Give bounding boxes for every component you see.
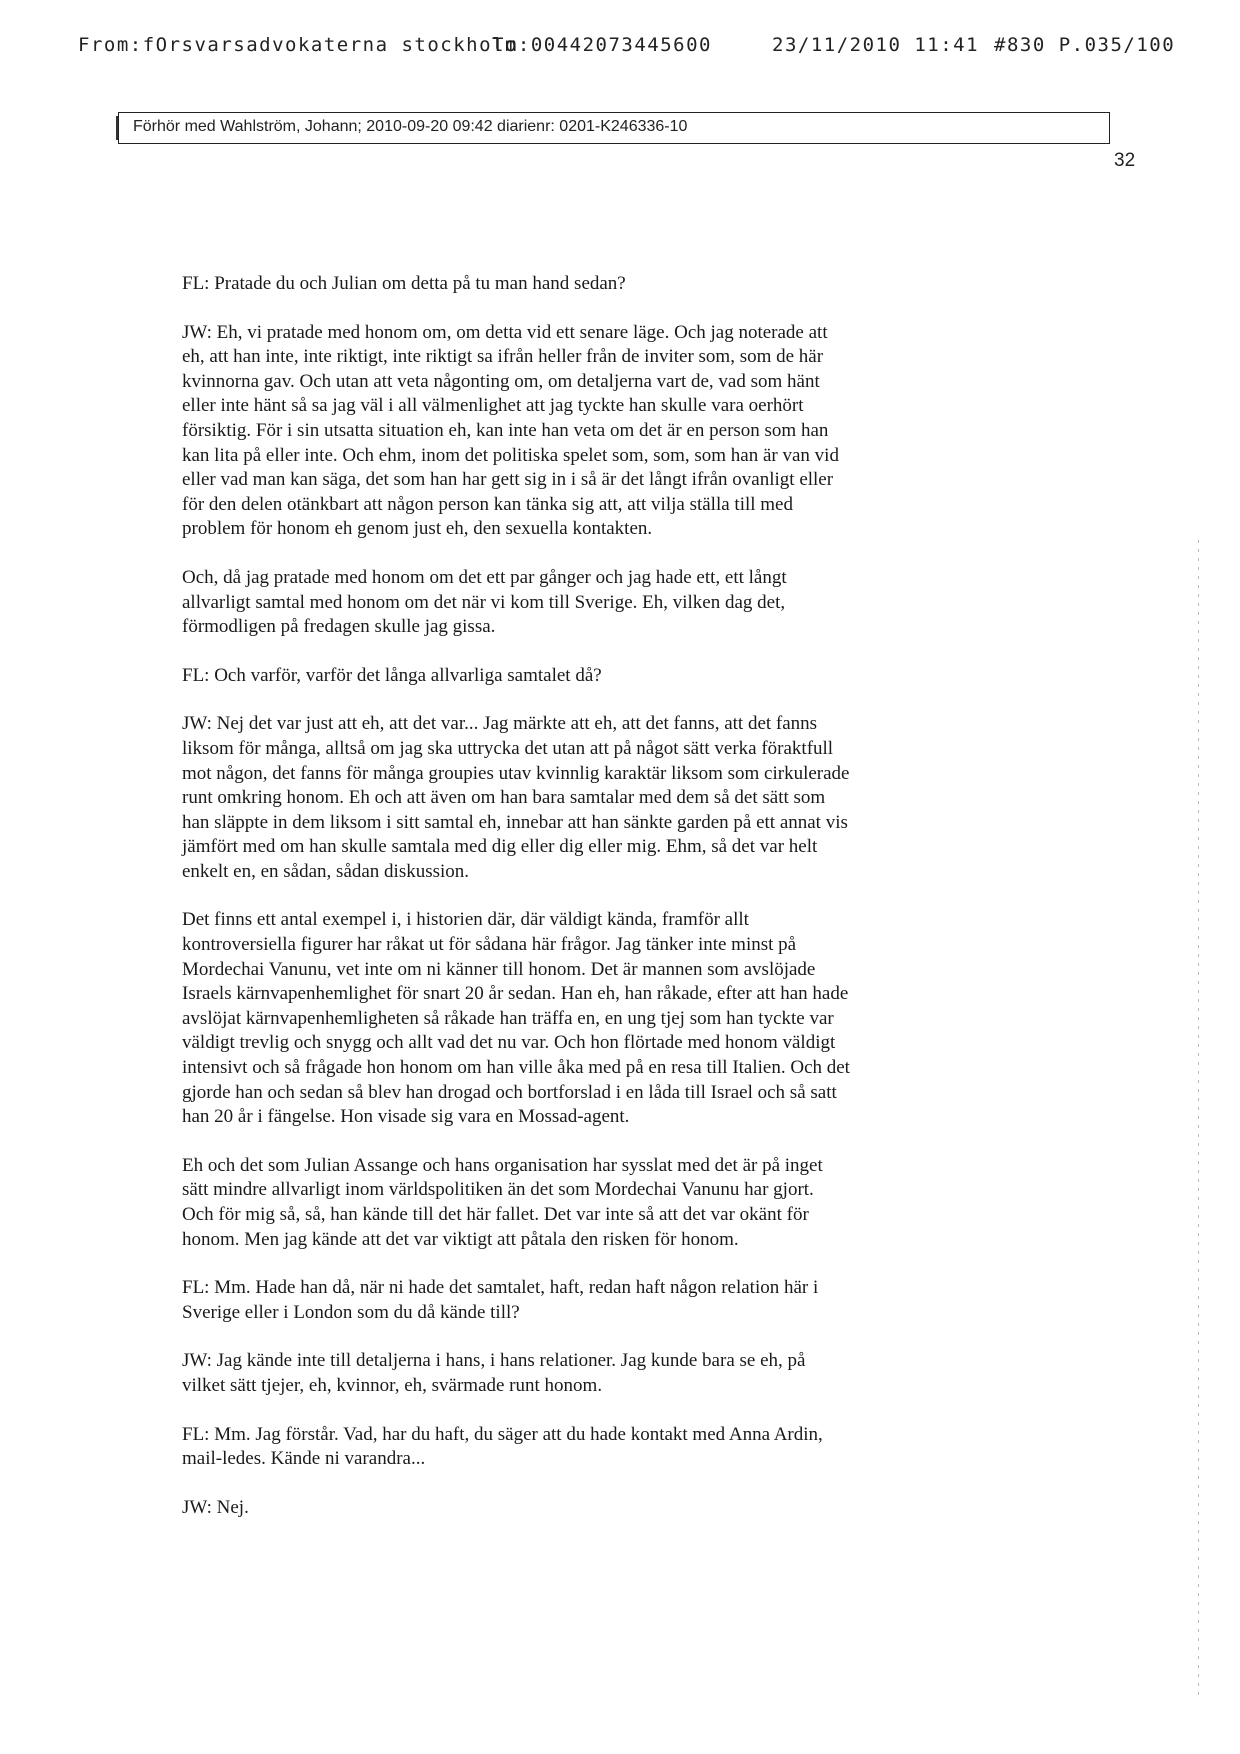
transcript-line: för den delen otänkbart att någon person kan tänka sig att, att vilja ställa till med [182,493,793,515]
document-header-box [118,112,1110,144]
transcript-line: väldigt trevlig och snygg och allt vad det nu var. Och hon flörtade med honom väldigt [182,1032,836,1054]
transcript-line: runt omkring honom. Eh och att även om han bara samtalar med dem så det sätt som [182,787,826,809]
transcript-line: Mordechai Vanunu, vet inte om ni känner till honom. Det är mannen som avslöjade [182,958,816,980]
transcript-line: han släppte in dem liksom i sitt samtal eh, innebar att han sänkte garden på ett annat vis [182,811,848,833]
transcript-line: Och, då jag pratade med honom om det ett par gånger och jag hade ett, ett långt [182,566,787,588]
transcript-line: Sverige eller i London som du då kände till? [182,1301,520,1323]
transcript-line: liksom för många, alltså om jag ska uttrycka det utan att på något sätt verka föraktfull [182,737,834,759]
transcript-line: förmodligen på fredagen skulle jag gissa. [182,616,496,638]
fax-page-counter: #830 P.035/100 [994,34,1176,56]
transcript-paragraph [182,1154,982,1252]
transcript-line: Det finns ett antal exempel i, i historien där, där väldigt kända, framför allt [182,909,749,931]
fax-recipient: To:00442073445600 [492,34,712,56]
transcript-paragraph [182,321,982,542]
transcript-paragraph [182,712,982,884]
transcript-line: han 20 år i fängelse. Hon visade sig vara en Mossad-agent. [182,1106,630,1128]
fax-sender: From:fOrsvarsadvokaterna stockholm [78,34,518,56]
page-number: 32 [1114,150,1136,171]
fax-header [78,34,1176,60]
transcript-line: problem för honom eh genom just eh, den sexuella kontakten. [182,518,653,540]
transcript-line: FL: Mm. Jag förstår. Vad, har du haft, du säger att du hade kontakt med Anna Ardin, [182,1423,823,1445]
transcript-line: eller inte hänt så sa jag väl i all välmenlighet att jag tyckte han skulle vara oerhört [182,395,804,417]
transcript-line: intensivt och så frågade hon honom om han ville åka med på en resa till Italien. Och det [182,1057,850,1079]
transcript-paragraph [182,1423,982,1472]
transcript-line: gjorde han och sedan så blev han drogad och bortforslad i en låda till Israel och så satt [182,1081,837,1103]
transcript-line: sätt mindre allvarligt inom världspolitiken än det som Mordechai Vanunu har gjort. [182,1179,814,1201]
transcript-paragraph [182,908,982,1129]
transcript-line: Eh och det som Julian Assange och hans organisation har sysslat med det är på inget [182,1154,823,1176]
transcript-line: FL: Mm. Hade han då, när ni hade det samtalet, haft, redan haft någon relation här i [182,1277,819,1299]
transcript-line: mot någon, det fanns för många groupies utav kvinnlig karaktär liksom som cirkulerade [182,762,850,784]
transcript-line: Israels kärnvapenhemlighet för snart 20 år sedan. Han eh, han råkade, efter att han hade [182,983,849,1005]
transcript-line: JW: Eh, vi pratade med honom om, om detta vid ett senare läge. Och jag noterade att [182,321,828,343]
transcript-line: jämfört med om han skulle samtala med dig eller dig eller mig. Ehm, så det var helt [182,836,818,858]
transcript-line: JW: Jag kände inte till detaljerna i hans, i hans relationer. Jag kunde bara se eh, på [182,1350,806,1372]
transcript-line: försiktig. För i sin utsatta situation eh, kan inte han veta om det är en person som han [182,419,829,441]
transcript-line: eller vad man kan säga, det som han har gett sig in i så är det långt ifrån ovanligt eller [182,469,834,491]
transcript-line: kontroversiella figurer har råkat ut för sådana här frågor. Jag tänker inte minst på [182,934,797,956]
transcript-line: JW: Nej. [182,1496,249,1518]
transcript-line: kan lita på eller inte. Och ehm, inom det politiska spelet som, som, som han är van vid [182,444,839,466]
transcript-line: eh, att han inte, inte riktigt, inte riktigt sa ifrån heller från de inviter som, som de här [182,346,824,368]
transcript-line: avslöjat kärnvapenhemligheten så råkade han träffa en, en ung tjej som han tyckte var [182,1007,834,1029]
transcript-paragraph [182,272,982,297]
scan-edge-artifact [1198,540,1199,1700]
transcript-line: vilket sätt tjejer, eh, kvinnor, eh, svärmade runt honom. [182,1374,603,1396]
transcript-line: FL: Och varför, varför det långa allvarliga samtalet då? [182,664,602,686]
document-title: Förhör med Wahlström, Johann; 2010-09-20 09:42 diarienr: 0201-K246336-10 [133,118,688,135]
transcript-paragraph [182,566,982,640]
fax-timestamp: 23/11/2010 11:41 [772,34,980,56]
transcript-paragraph [182,1349,982,1398]
transcript-line: allvarligt samtal med honom om det när vi kom till Sverige. Eh, vilken dag det, [182,591,786,613]
transcript-paragraph [182,1276,982,1325]
transcript-paragraph [182,1496,982,1521]
transcript-line: enkelt en, en sådan, sådan diskussion. [182,860,470,882]
transcript-line: Och för mig så, så, han kände till det här fallet. Det var inte så att det var okänt för [182,1204,809,1225]
transcript-paragraph [182,664,982,689]
transcript-body [182,272,982,1544]
transcript-line: mail-ledes. Kände ni varandra... [182,1448,426,1470]
transcript-line: JW: Nej det var just att eh, att det var... Jag märkte att eh, att det fanns, att det fanns [182,713,818,735]
transcript-line: FL: Pratade du och Julian om detta på tu man hand sedan? [182,273,626,294]
transcript-line: kvinnorna gav. Och utan att veta någonting om, om detaljerna vart de, vad som hänt [182,370,820,392]
transcript-line: honom. Men jag kände att det var viktigt att påtala den risken för honom. [182,1228,739,1250]
